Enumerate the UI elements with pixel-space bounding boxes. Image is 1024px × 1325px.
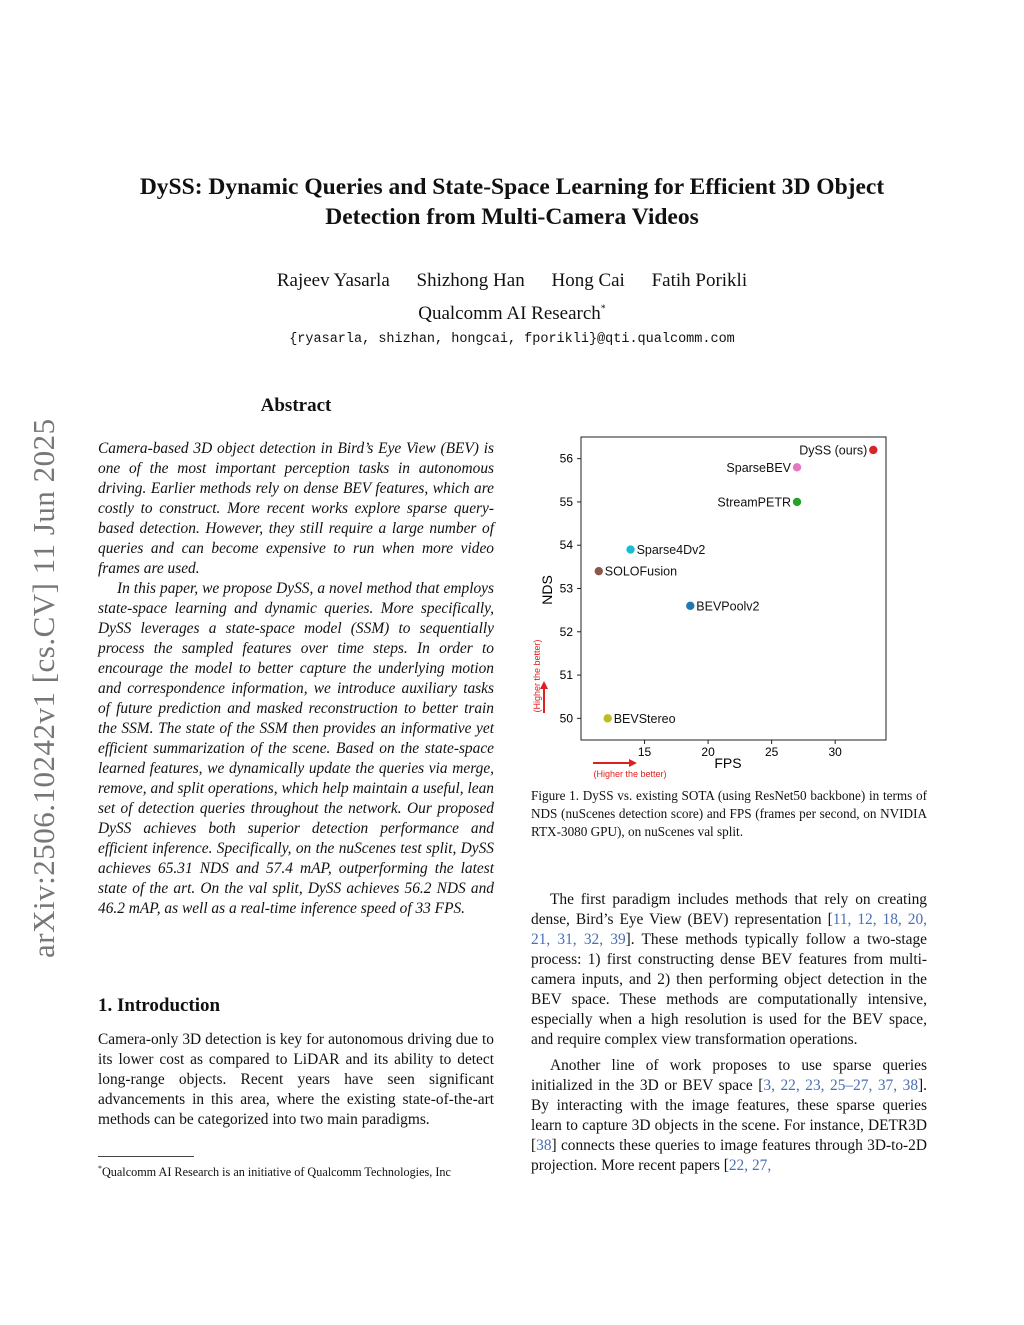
citation-links[interactable]: 3, 22, 23, 25–27, 37, 38 bbox=[763, 1077, 919, 1094]
intro-paragraph-1: Camera-only 3D detection is key for autonomous driving due to its lower cost as compared to LiDAR and its ability to detect long-range objects. Recent years have seen significant advancements in this area, where the existing state-of-the-art methods can be categorized into two main paradigms. bbox=[98, 1031, 494, 1128]
x-better-note: (Higher the better) bbox=[593, 769, 667, 779]
y-axis-label: NDS bbox=[539, 575, 555, 605]
x-axis-label: FPS bbox=[714, 755, 742, 771]
x-tick-label: 20 bbox=[701, 745, 715, 759]
data-point bbox=[869, 446, 877, 454]
title-line-2: Detection from Multi-Camera Videos bbox=[325, 204, 699, 230]
y-tick-label: 50 bbox=[559, 711, 573, 726]
footnote-mark: * bbox=[98, 1164, 102, 1173]
paper-title bbox=[100, 172, 924, 232]
introduction-heading: 1. Introduction bbox=[98, 995, 221, 1016]
footnote-text: Qualcomm AI Research is an initiative of Qualcomm Technologies, Inc bbox=[102, 1165, 451, 1180]
x-tick-label: 25 bbox=[764, 745, 779, 759]
data-point bbox=[793, 498, 801, 506]
right-paragraph-2 bbox=[531, 1056, 927, 1176]
y-tick-label: 53 bbox=[559, 581, 573, 596]
x-tick-label: 30 bbox=[828, 745, 842, 759]
right-column-body bbox=[531, 890, 927, 1176]
data-point bbox=[793, 463, 801, 471]
text-run: ]. These methods typically follow a two-stage process: 1) first constructing dense BEV features from multi-camera inputs, and 2) then performing object detection in the BEV space. These methods are computationally intensive, especially when a high resolution is used for the BEV space, and require complex view transformation operations. bbox=[531, 931, 927, 1048]
data-point-label: SparseBEV bbox=[726, 460, 792, 475]
data-point bbox=[603, 714, 611, 722]
data-point-label: StreamPETR bbox=[717, 495, 792, 510]
figure-1-scatter-chart bbox=[531, 430, 927, 782]
affiliation-mark: * bbox=[600, 303, 606, 315]
y-better-note: (Higher the better) bbox=[532, 639, 542, 713]
data-point-label: SOLOFusion bbox=[604, 564, 678, 579]
y-tick-label: 55 bbox=[559, 494, 573, 509]
data-point bbox=[686, 602, 694, 610]
figure-1-caption: Figure 1. DySS vs. existing SOTA (using ResNet50 backbone) in terms of NDS (nuScenes detection score) and FPS (frames per second, on NVIDIA RTX-3080 GPU), on nuScenes val split. bbox=[531, 788, 927, 839]
author: Shizhong Han bbox=[416, 270, 525, 291]
data-point-label: BEVPoolv2 bbox=[696, 599, 760, 614]
author: Rajeev Yasarla bbox=[276, 270, 390, 291]
y-tick-label: 54 bbox=[559, 538, 573, 553]
data-point-label: Sparse4Dv2 bbox=[636, 543, 706, 558]
citation-links[interactable]: 11, 12, 18, 20, 21, 31, 32, 39 bbox=[531, 911, 927, 948]
y-tick-label: 51 bbox=[559, 668, 573, 683]
author: Hong Cai bbox=[551, 270, 625, 291]
affiliation-name: Qualcomm AI Research bbox=[418, 303, 601, 324]
author-list bbox=[100, 270, 924, 292]
author: Fatih Porikli bbox=[651, 270, 748, 291]
abstract-paragraph-1: Camera-based 3D object detection in Bird’s Eye View (BEV) is one of the most important perception tasks in autonomous driving. Earlier methods rely on dense BEV features, which are costly to construct. More recent works explore sparse query-based detection. However, they still require a large number of queries and can become expensive to run when more video frames are used. bbox=[98, 440, 494, 577]
data-point bbox=[626, 545, 634, 553]
affiliation bbox=[100, 303, 924, 325]
text-run: ]. By interacting with the image features, these sparse queries learn to capture 3D objects in the scene. For instance, DETR3D [ bbox=[531, 1077, 927, 1154]
text-run: The first paradigm includes methods that rely on creating dense, Bird’s Eye View (BEV) representation [ bbox=[531, 891, 927, 928]
title-line-1: DySS: Dynamic Queries and State-Space Learning for Efficient 3D Object bbox=[139, 174, 885, 200]
introduction-body bbox=[98, 1030, 494, 1130]
abstract-heading: Abstract bbox=[260, 395, 332, 416]
y-tick-label: 56 bbox=[559, 451, 573, 466]
plot-area-frame bbox=[581, 437, 886, 740]
data-point bbox=[595, 567, 603, 575]
x-better-arrowhead bbox=[629, 759, 637, 767]
abstract-paragraph-2: In this paper, we propose DySS, a novel method that employs state-space learning and dynamic queries. More specifically, DySS leverages a state-space model (SSM) to sequentially process the sampled features over time steps. In order to encourage the model to better capture the underlying motion and correspondence information, we introduce auxiliary tasks of future prediction and masked reconstruction to better train the SSM. The state of the SSM then provides an informative yet efficient summarization of the scene. Based on the state-space learned features, we dynamically update the queries via merge, remove, and split operations, which help maintain a useful, lean set of detection queries throughout the network. Our proposed DySS achieves both superior detection performance and efficient inference. Specifically, on the nuScenes test split, DySS achieves 65.31 NDS and 57.4 mAP, outperforming the latest state of the art. On the val split, DySS achieves 56.2 NDS and 46.2 mAP, as well as a real-time inference speed of 33 FPS. bbox=[98, 580, 494, 917]
data-point-label: BEVStereo bbox=[613, 711, 676, 726]
arxiv-stamp: arXiv:2506.10242v1 [cs.CV] 11 Jun 2025 bbox=[26, 418, 61, 958]
y-tick-label: 52 bbox=[559, 624, 573, 639]
footnote-divider bbox=[98, 1156, 194, 1157]
author-emails: {ryasarla, shizhan, hongcai, fporikli}@qti.qualcomm.com bbox=[289, 332, 735, 347]
data-point-label: DySS (ours) bbox=[799, 443, 868, 458]
text-run: ] connects these queries to image features through 3D-to-2D projection. More recent papers [ bbox=[531, 1137, 927, 1174]
citation-link[interactable]: 38 bbox=[536, 1137, 552, 1154]
text-run: Another line of work proposes to use sparse queries initialized in the 3D or BEV space [ bbox=[531, 1057, 927, 1094]
citation-links[interactable]: 22, 27, bbox=[728, 1157, 772, 1174]
footnote bbox=[98, 1161, 494, 1180]
right-paragraph-1 bbox=[531, 890, 927, 1050]
x-tick-label: 15 bbox=[637, 745, 652, 759]
abstract-body bbox=[98, 439, 494, 919]
